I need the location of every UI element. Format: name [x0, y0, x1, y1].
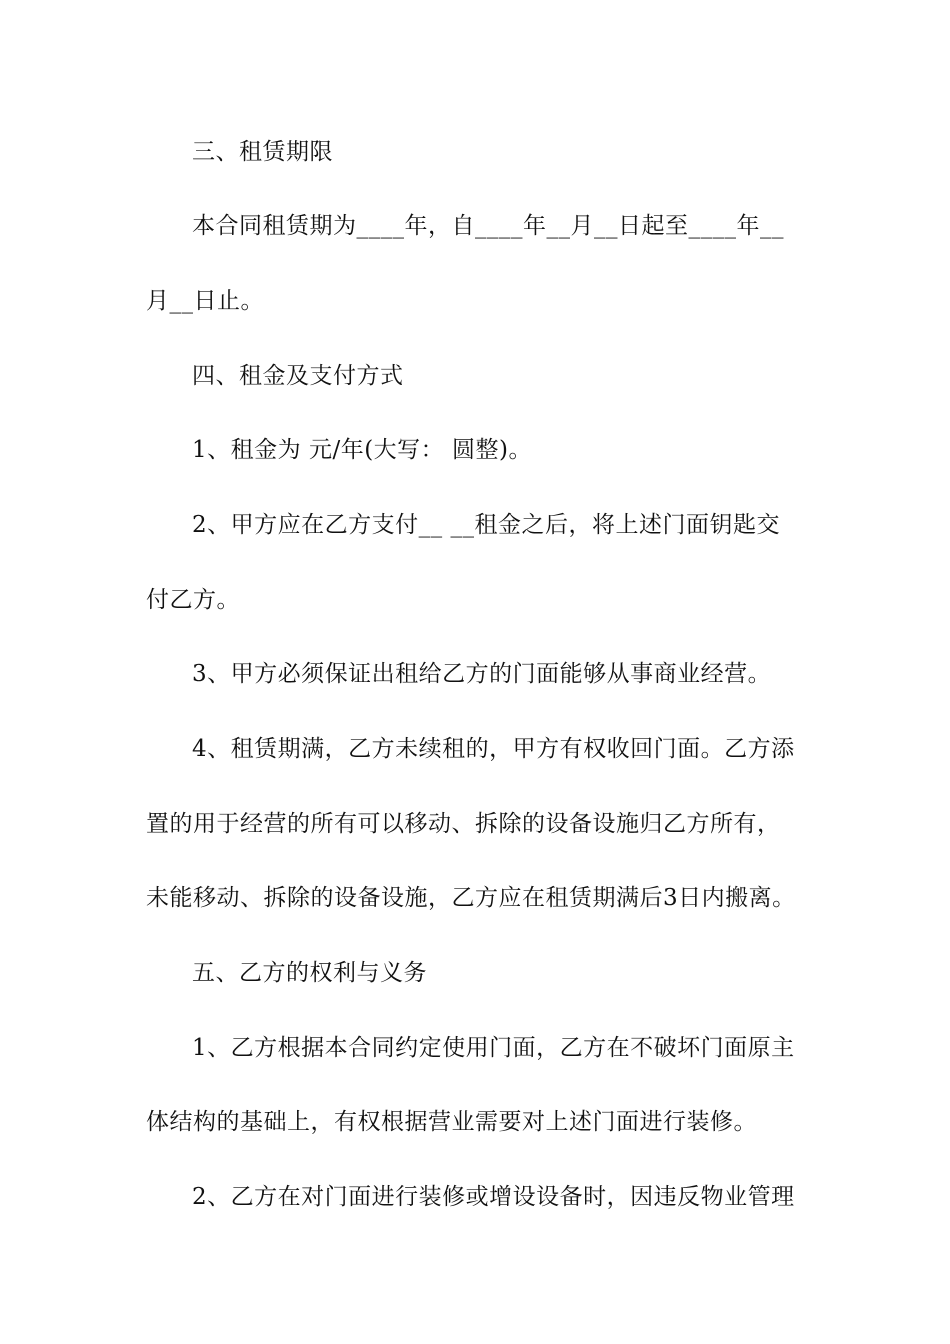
- paragraph-line: 1、乙方根据本合同约定使用门面，乙方在不破坏门面原主: [192, 1035, 795, 1061]
- paragraph-line: 2、乙方在对门面进行装修或增设设备时，因违反物业管理: [192, 1184, 795, 1210]
- paragraph-line: 置的用于经营的所有可以移动、拆除的设备设施归乙方所有，: [146, 811, 781, 837]
- section-heading-lease-term: 三、租赁期限: [192, 139, 333, 165]
- paragraph-line: 2、甲方应在乙方支付__ __租金之后，将上述门面钥匙交: [192, 512, 780, 538]
- paragraph-line: 付乙方。: [146, 587, 240, 613]
- paragraph-line: 月__日止。: [146, 288, 264, 314]
- section-heading-rent-payment: 四、租金及支付方式: [192, 363, 404, 389]
- section-heading-tenant-rights: 五、乙方的权利与义务: [192, 960, 427, 986]
- paragraph-line: 体结构的基础上，有权根据营业需要对上述门面进行装修。: [146, 1109, 757, 1135]
- paragraph-line: 4、租赁期满，乙方未续租的，甲方有权收回门面。乙方添: [192, 736, 795, 762]
- paragraph-line: 未能移动、拆除的设备设施，乙方应在租赁期满后3日内搬离。: [146, 885, 796, 911]
- paragraph-line: 1、租金为 元/年(大写： 圆整)。: [192, 437, 532, 463]
- paragraph-line: 3、甲方必须保证出租给乙方的门面能够从事商业经营。: [192, 661, 772, 687]
- paragraph-line: 本合同租赁期为____年，自____年__月__日起至____年__: [192, 213, 784, 239]
